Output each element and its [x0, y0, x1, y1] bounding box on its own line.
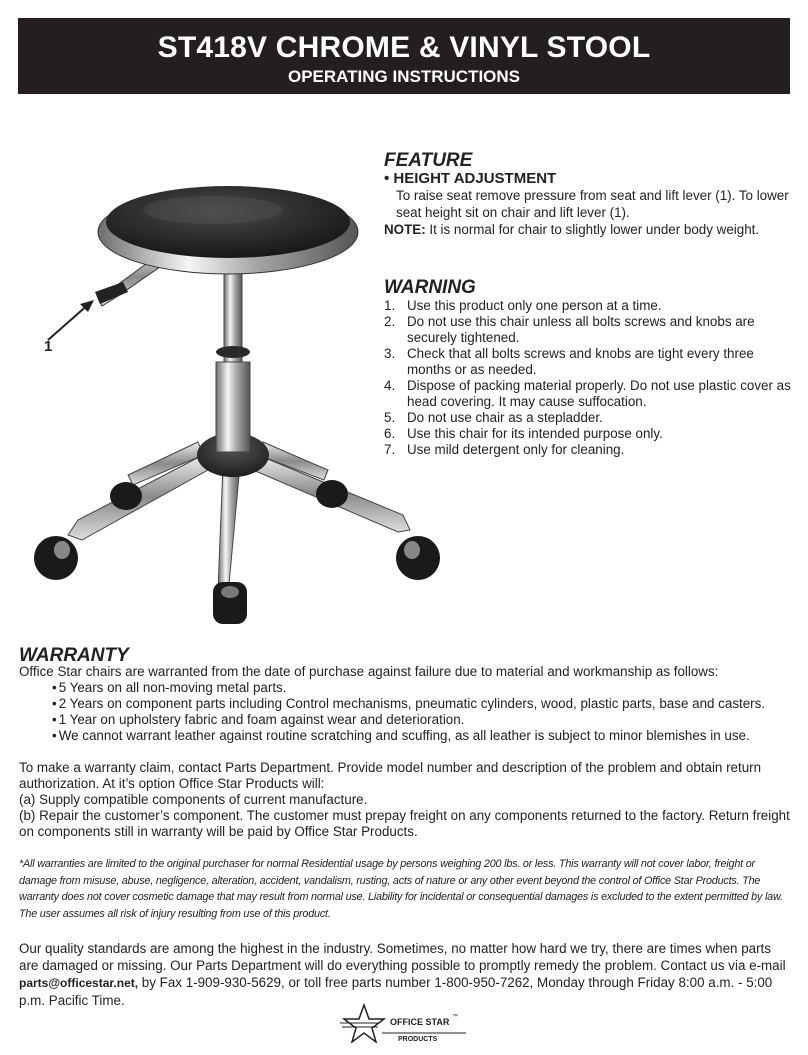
warning-item-number: 4.	[384, 378, 396, 393]
height-adjustment-heading: • HEIGHT ADJUSTMENT	[384, 170, 557, 187]
warning-item-text: Dispose of packing material properly. Do not use plastic cover as head covering. It may cause suffocation.	[407, 378, 791, 409]
warning-item-number: 7.	[384, 442, 396, 457]
gas-cylinder	[216, 270, 250, 452]
warning-item-number: 5.	[384, 410, 396, 425]
claim-paragraph: To make a warranty claim, contact Parts Department. Provide model number and description of the problem and obtain return authorization. At it’s option Office Star Products will:	[19, 760, 762, 791]
height-adjustment-text: To raise seat remove pressure from seat and lift lever (1). To lower seat height sit on chair and lift lever (1).	[396, 188, 789, 220]
warning-item-text: Use this chair for its intended purpose only.	[407, 426, 663, 441]
warning-item-text: Use this product only one person at a time.	[407, 298, 662, 313]
quality-text: Our quality standards are among the highest in the industry. Sometimes, no matter how hard we try, there are times when parts are damaged or missing. Our Parts Department will do everything possible to promptly remedy the problem. Contact us via e-mail	[19, 941, 786, 973]
warranty-claim	[19, 760, 794, 840]
warranty-intro: Office Star chairs are warranted from the date of purchase against failure due to material and workmanship as follows:	[19, 664, 719, 679]
feature-heading: FEATURE	[384, 150, 473, 171]
office-star-logo	[340, 1003, 470, 1043]
warning-section	[384, 277, 794, 458]
warning-item-text: Check that all bolts screws and knobs are tight every three months or as needed.	[407, 346, 754, 377]
document-subtitle: OPERATING INSTRUCTIONS	[287, 67, 521, 86]
logo-text-line1: OFFICE STAR	[390, 1017, 450, 1027]
note-label: NOTE:	[384, 222, 426, 237]
warning-item-text: Use mild detergent only for cleaning.	[407, 442, 625, 457]
warranty-heading: WARRANTY	[19, 645, 129, 666]
claim-option-b: (b) Repair the customer’s component. The customer must prepay freight on any components returned to the factory. Return freight on components still in warranty will be paid by Office Star Products.	[19, 808, 790, 839]
warning-item-text: Do not use this chair unless all bolts screws and knobs are securely tightened.	[407, 314, 755, 345]
warning-item	[384, 426, 794, 442]
feature-section	[384, 152, 794, 238]
claim-option-a: (a) Supply compatible components of current manufacture.	[19, 792, 368, 807]
warranty-term: • 1 Year on upholstery fabric and foam against wear and deterioration.	[52, 712, 794, 728]
logo-trademark: ™	[452, 1014, 458, 1020]
warning-item-number: 3.	[384, 346, 396, 361]
warranty-term: • 2 Years on component parts including Control mechanisms, pneumatic cylinders, wood, plastic parts, base and casters.	[52, 696, 794, 712]
warning-heading: WARNING	[384, 277, 476, 298]
warning-item	[384, 410, 794, 426]
logo-text-line2: PRODUCTS	[398, 1036, 438, 1043]
quality-statement	[19, 940, 794, 1009]
warranty-terms-list	[19, 680, 794, 744]
warranty-fine-print: *All warranties are limited to the original purchaser for normal Residential usage by persons weighing 200 lbs. or less. This warranty will not cover labor, freight or damage from misuse, abuse, negligence, alteration, accident, vandalism, rusting, acts of nature or any other event beyond the control of Office Star Products. The warranty does not cover cosmetic damage that may result from normal use. Liability for incidental or consequential damages is excluded to the extent permitted by law. The user assumes all risk of injury resulting from use of this product.	[19, 858, 783, 920]
warning-item	[384, 378, 794, 410]
warranty-section	[19, 645, 794, 1009]
warning-item-number: 1.	[384, 298, 396, 313]
seat	[98, 186, 358, 274]
page-header	[18, 18, 790, 94]
warning-list	[384, 298, 794, 458]
warning-item	[384, 346, 794, 378]
warranty-term: • We cannot warrant leather against routine scratching and scuffing, as all leather is subject to minor blemishes in use.	[52, 728, 794, 744]
warning-item	[384, 298, 794, 314]
warning-item-number: 2.	[384, 314, 396, 329]
note-text: It is normal for chair to slightly lower under body weight.	[425, 222, 760, 237]
feature-note	[384, 221, 794, 238]
warning-item-number: 6.	[384, 426, 396, 441]
parts-email-link[interactable]: parts@officestar.net,	[19, 976, 139, 990]
warning-item	[384, 314, 794, 346]
callout-arrow	[48, 303, 90, 340]
quality-contact-text: by Fax 1-909-930-5629, or toll free parts number 1-800-950-7262, Monday through Friday 8:00 a.m. - 5:00 p.m. Pacific Time.	[19, 975, 773, 1008]
callout-label: 1	[44, 338, 53, 355]
warning-item-text: Do not use chair as a stepladder.	[407, 410, 603, 425]
stool-base	[68, 433, 410, 595]
warning-item	[384, 442, 794, 458]
warranty-term: • 5 Years on all non-moving metal parts.	[52, 680, 794, 696]
document-title: ST418V CHROME & VINYL STOOL	[157, 31, 651, 64]
